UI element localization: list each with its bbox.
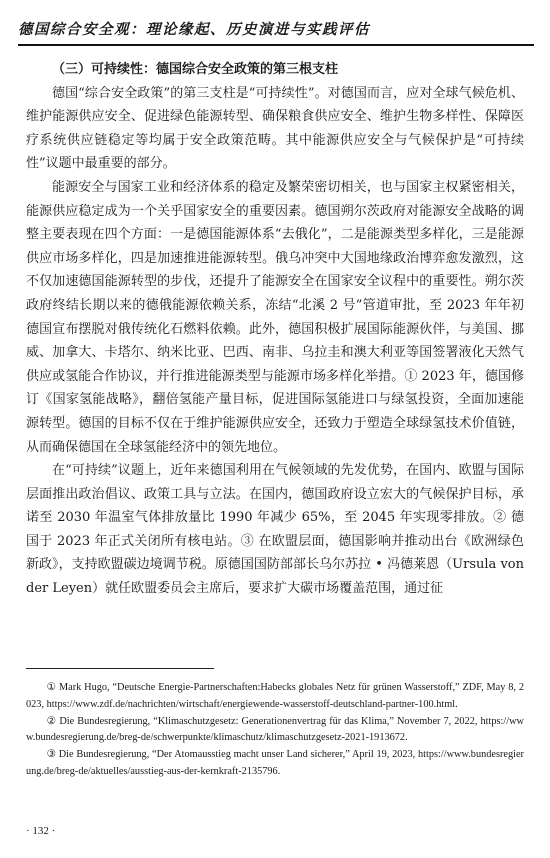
- running-header: 德国综合安全观：理论缘起、历史演进与实践评估: [18, 22, 370, 38]
- header-rule: [18, 44, 534, 46]
- paragraph-sustainability-intro: 德国“综合安全政策”的第三支柱是“可持续性”。对德国而言，应对全球气候危机、维护能源供应安全、促进绿色能源转型、确保粮食供应安全、维护生物多样性、保障医疗系统供应链稳定等均属于安全政策范畴。其中能源供应安全与气候保护是“可持续性”议题中最重要的部分。: [26, 85, 524, 172]
- footnote-rule: [26, 668, 214, 669]
- paragraph-energy-security: 能源安全与国家工业和经济体系的稳定及繁荣密切相关，也与国家主权紧密相关，能源供应稳定成为一个关乎国家安全的重要因素。德国朔尔茨政府对能源安全战略的调整主要表现在四个方面：一是德国能源体系“去俄化”，二是能源类型多样化，三是能源供应市场多样化，四是加速推进能源转型。俄乌冲突中大国地缘政治博弈愈发激烈，这不仅加速德国能源转型的步伐，还提升了能源安全在国家安全议程中的重要性。朔尔茨政府终结长期以来的德俄能源依赖关系，冻结“北溪 2 号”管道审批，至 2023 年年初德国宣布摆脱对俄传统化石燃料依赖。此外，德国积极扩展国际能源伙伴，与美国、挪威、加拿大、卡塔尔、纳米比亚、巴西、南非、乌拉圭和澳大利亚等国签署液化天然气供应或氢能合作协议，并行推进能源类型与能源市场多样化举措。① 2023 年，德国修订《国家氢能战略》，翻倍氢能产量目标，促进国际氢能进口与绿氢投资，全面加速能源转型。德国的目标不仅在于维护能源供应安全，还致力于塑造全球绿氢技术价值链，从而确保德国在全球氢能经济中的领先地位。: [26, 179, 524, 455]
- section-title: （三）可持续性：德国综合安全政策的第三根支柱: [52, 62, 339, 77]
- paragraph-climate-policy: 在“可持续”议题上，近年来德国利用在气候领域的先发优势，在国内、欧盟与国际层面推出政治倡议、政策工具与立法。在国内，德国政府设立宏大的气候保护目标，承诺至 2030 年温室气体排放量比 1990 年减少 65%，至 2045 年实现零排放。② 德国于 2023 年正式关闭所有核电站。③ 在欧盟层面，德国影响并推动出台《欧洲绿色新政》，支持欧盟碳边境调节税。原德国国防部部长乌尔苏拉 • 冯德莱恩（Ursula von der Leyen）就任欧盟委员会主席后，要求扩大碳市场覆盖范围，通过征: [26, 463, 524, 597]
- footnote-1: ① Mark Hugo, “Deutsche Energie-Partnerschaften:Habecks globales Netz für grünen Wasserstoff,” ZDF, May 8, 2023, https://www.zdf.de/nachrichten/wirtschaft/energiewende-wasserstoff-deutschland-partner-100.html.: [26, 682, 524, 710]
- footnote-3: ③ Die Bundesregierung, “Der Atomausstieg macht unser Land sicherer,” April 19, 2023, https://www.bundesregierung.de/breg-de/aktuelles/ausstieg-aus-der-kernkraft-2135796.: [26, 749, 524, 777]
- page-number: · 132 ·: [26, 825, 56, 837]
- footnote-2: ② Die Bundesregierung, “Klimaschutzgesetz: Generationenvertrag für das Klima,” November 7, 2022, https://www.bundesregierung.de/breg-de/schwerpunkte/klimaschutz/klimaschutzgesetz-2021-1913672.: [26, 715, 524, 744]
- footnotes: [26, 680, 524, 781]
- main-text: [26, 58, 524, 601]
